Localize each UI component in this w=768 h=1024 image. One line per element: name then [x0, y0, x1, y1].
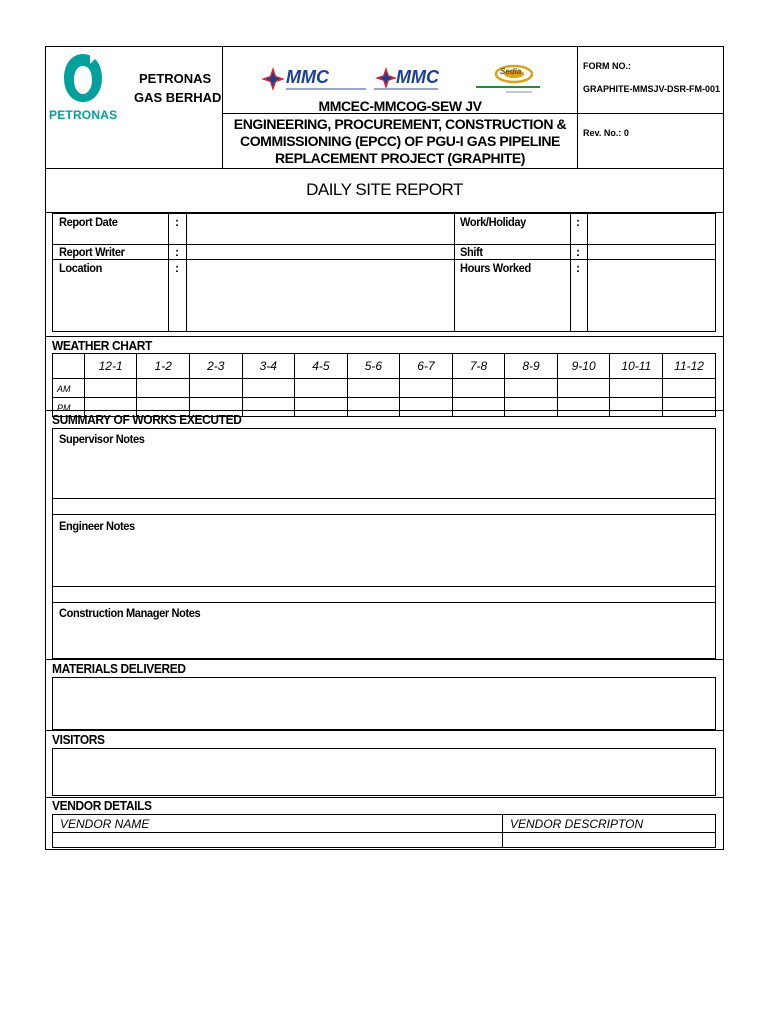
materials-box[interactable]	[52, 677, 716, 730]
weather-cell[interactable]	[452, 398, 505, 417]
weather-cell[interactable]	[242, 379, 295, 398]
project-title-line-3: REPLACEMENT PROJECT (GRAPHITE)	[274, 150, 526, 166]
vendor-name-header: VENDOR NAME	[60, 817, 150, 831]
info-col-line	[168, 213, 169, 332]
weather-hour-label: 3-4	[259, 359, 277, 373]
weather-cell[interactable]	[663, 398, 716, 417]
project-title-line-2: COMMISSIONING (EPCC) OF PGU-I GAS PIPELINE	[239, 133, 560, 149]
weather-hour-10-11	[610, 354, 663, 379]
weather-hour-label: 1-2	[154, 359, 172, 373]
weather-cell[interactable]	[663, 379, 716, 398]
report-date-field[interactable]	[188, 215, 452, 243]
weather-cell[interactable]	[137, 379, 190, 398]
work-holiday-label: Work/Holiday	[460, 215, 526, 229]
jv-name: MMCEC-MMCOG-SEW JV	[318, 98, 482, 114]
vendor-title: VENDOR DETAILS	[52, 798, 152, 813]
sedia-logo	[476, 64, 540, 96]
report-writer-label: Report Writer	[59, 245, 125, 259]
company-name-line-2: GAS BERHAD	[134, 90, 222, 105]
weather-hour-label: 5-6	[364, 359, 383, 373]
location-field[interactable]	[188, 261, 452, 331]
report-writer-colon: :	[175, 245, 179, 259]
hours-worked-colon: :	[576, 261, 580, 275]
weather-cell[interactable]	[400, 398, 453, 417]
company-name-line-1: PETRONAS	[139, 71, 212, 86]
weather-cell[interactable]	[557, 398, 610, 417]
weather-cell[interactable]	[505, 379, 558, 398]
mmc-logo-2	[374, 66, 474, 96]
mmc-star-icon	[374, 66, 398, 90]
engineer-notes-label: Engineer Notes	[59, 519, 135, 533]
vendor-description-field[interactable]	[503, 833, 715, 847]
weather-cell[interactable]	[610, 398, 663, 417]
weather-hour-label: 4-5	[312, 359, 330, 373]
weather-row-label	[53, 379, 85, 398]
mmc-logo-1	[260, 66, 370, 96]
info-col-line	[570, 213, 571, 332]
hours-worked-label: Hours Worked	[460, 261, 531, 275]
shift-field[interactable]	[589, 246, 714, 258]
location-colon: :	[175, 261, 179, 275]
weather-cell[interactable]	[347, 398, 400, 417]
supervisor-gap-row	[52, 498, 716, 515]
form-no-value: GRAPHITE-MMSJV-DSR-FM-001	[583, 84, 721, 94]
weather-hour-11-12	[663, 354, 716, 379]
weather-hour-1-2	[137, 354, 190, 379]
weather-cell[interactable]	[84, 379, 137, 398]
project-title-line-1: ENGINEERING, PROCUREMENT, CONSTRUCTION &	[233, 116, 567, 132]
weather-hour-3-4	[242, 354, 295, 379]
weather-hour-label: 7-8	[469, 359, 488, 373]
work-holiday-field[interactable]	[589, 215, 714, 243]
weather-cell[interactable]	[295, 398, 348, 417]
report-date-label: Report Date	[59, 215, 118, 229]
weather-hour-label: 12-1	[98, 359, 123, 373]
weather-hour-label: 2-3	[207, 359, 225, 373]
petronas-logo-icon	[60, 52, 106, 104]
vendor-description-header: VENDOR DESCRIPTON	[510, 817, 644, 831]
engineer-notes-box[interactable]	[52, 514, 716, 587]
report-date-colon: :	[175, 215, 179, 229]
form-no-label: FORM NO.:	[583, 61, 631, 71]
weather-hour-6-7	[400, 354, 453, 379]
petronas-logo-text: PETRONAS	[49, 108, 118, 122]
summary-title: SUMMARY OF WORKS EXECUTED	[52, 412, 242, 427]
hours-worked-field[interactable]	[589, 261, 714, 331]
weather-header-corner	[53, 354, 85, 379]
shift-colon: :	[576, 245, 580, 259]
vendor-name-field[interactable]	[53, 833, 501, 847]
weather-cell[interactable]	[242, 398, 295, 417]
visitors-divider	[45, 730, 724, 731]
info-col-line	[587, 213, 588, 332]
info-row-line	[52, 259, 716, 260]
materials-title: MATERIALS DELIVERED	[52, 661, 186, 676]
weather-cell[interactable]	[557, 379, 610, 398]
visitors-box[interactable]	[52, 748, 716, 796]
weather-hour-7-8	[452, 354, 505, 379]
sedia-logo-text: Sedia	[500, 67, 522, 76]
weather-hour-label: 6-7	[417, 359, 435, 373]
weather-cell[interactable]	[347, 379, 400, 398]
work-holiday-colon: :	[576, 215, 580, 229]
engineer-gap-row	[52, 586, 716, 603]
weather-cell[interactable]	[400, 379, 453, 398]
weather-hour-2-3	[190, 354, 243, 379]
header-divider-2	[577, 46, 578, 169]
construction-notes-label: Construction Manager Notes	[59, 606, 201, 620]
weather-cell[interactable]	[295, 379, 348, 398]
visitors-title: VISITORS	[52, 732, 105, 747]
supervisor-notes-label: Supervisor Notes	[59, 432, 145, 446]
weather-divider	[45, 336, 724, 337]
info-col-line	[454, 213, 455, 332]
header-divider-form	[577, 113, 724, 114]
weather-row-am	[53, 379, 716, 398]
weather-chart-title: WEATHER CHART	[52, 338, 152, 353]
materials-divider	[45, 659, 724, 660]
mmc-star-icon	[260, 66, 286, 92]
supervisor-notes-box[interactable]	[52, 428, 716, 499]
weather-hour-4-5	[295, 354, 348, 379]
shift-label: Shift	[460, 245, 483, 259]
info-col-line	[186, 213, 187, 332]
weather-table	[52, 353, 716, 417]
mmc-logo-1-text: MMC	[286, 67, 329, 87]
weather-cell[interactable]	[505, 398, 558, 417]
weather-hour-label: 11-12	[674, 359, 704, 373]
weather-cell[interactable]	[190, 379, 243, 398]
weather-hour-8-9	[505, 354, 558, 379]
report-writer-field[interactable]	[188, 246, 452, 258]
weather-hour-12-1	[84, 354, 137, 379]
report-title: DAILY SITE REPORT	[306, 180, 463, 199]
weather-hour-5-6	[347, 354, 400, 379]
weather-hour-9-10	[557, 354, 610, 379]
summary-divider	[45, 410, 724, 411]
weather-hour-label: 9-10	[571, 359, 596, 373]
mmc-logo-2-text: MMC	[396, 67, 439, 87]
weather-cell[interactable]	[610, 379, 663, 398]
weather-am-label: AM	[57, 384, 71, 394]
weather-hour-label: 8-9	[522, 359, 540, 373]
weather-pm-label: PM	[57, 403, 71, 413]
location-label: Location	[59, 261, 103, 275]
weather-cell[interactable]	[452, 379, 505, 398]
rev-no-label: Rev. No.: 0	[583, 128, 629, 138]
weather-hour-label: 10-11	[621, 359, 652, 373]
info-row-line	[52, 244, 716, 245]
